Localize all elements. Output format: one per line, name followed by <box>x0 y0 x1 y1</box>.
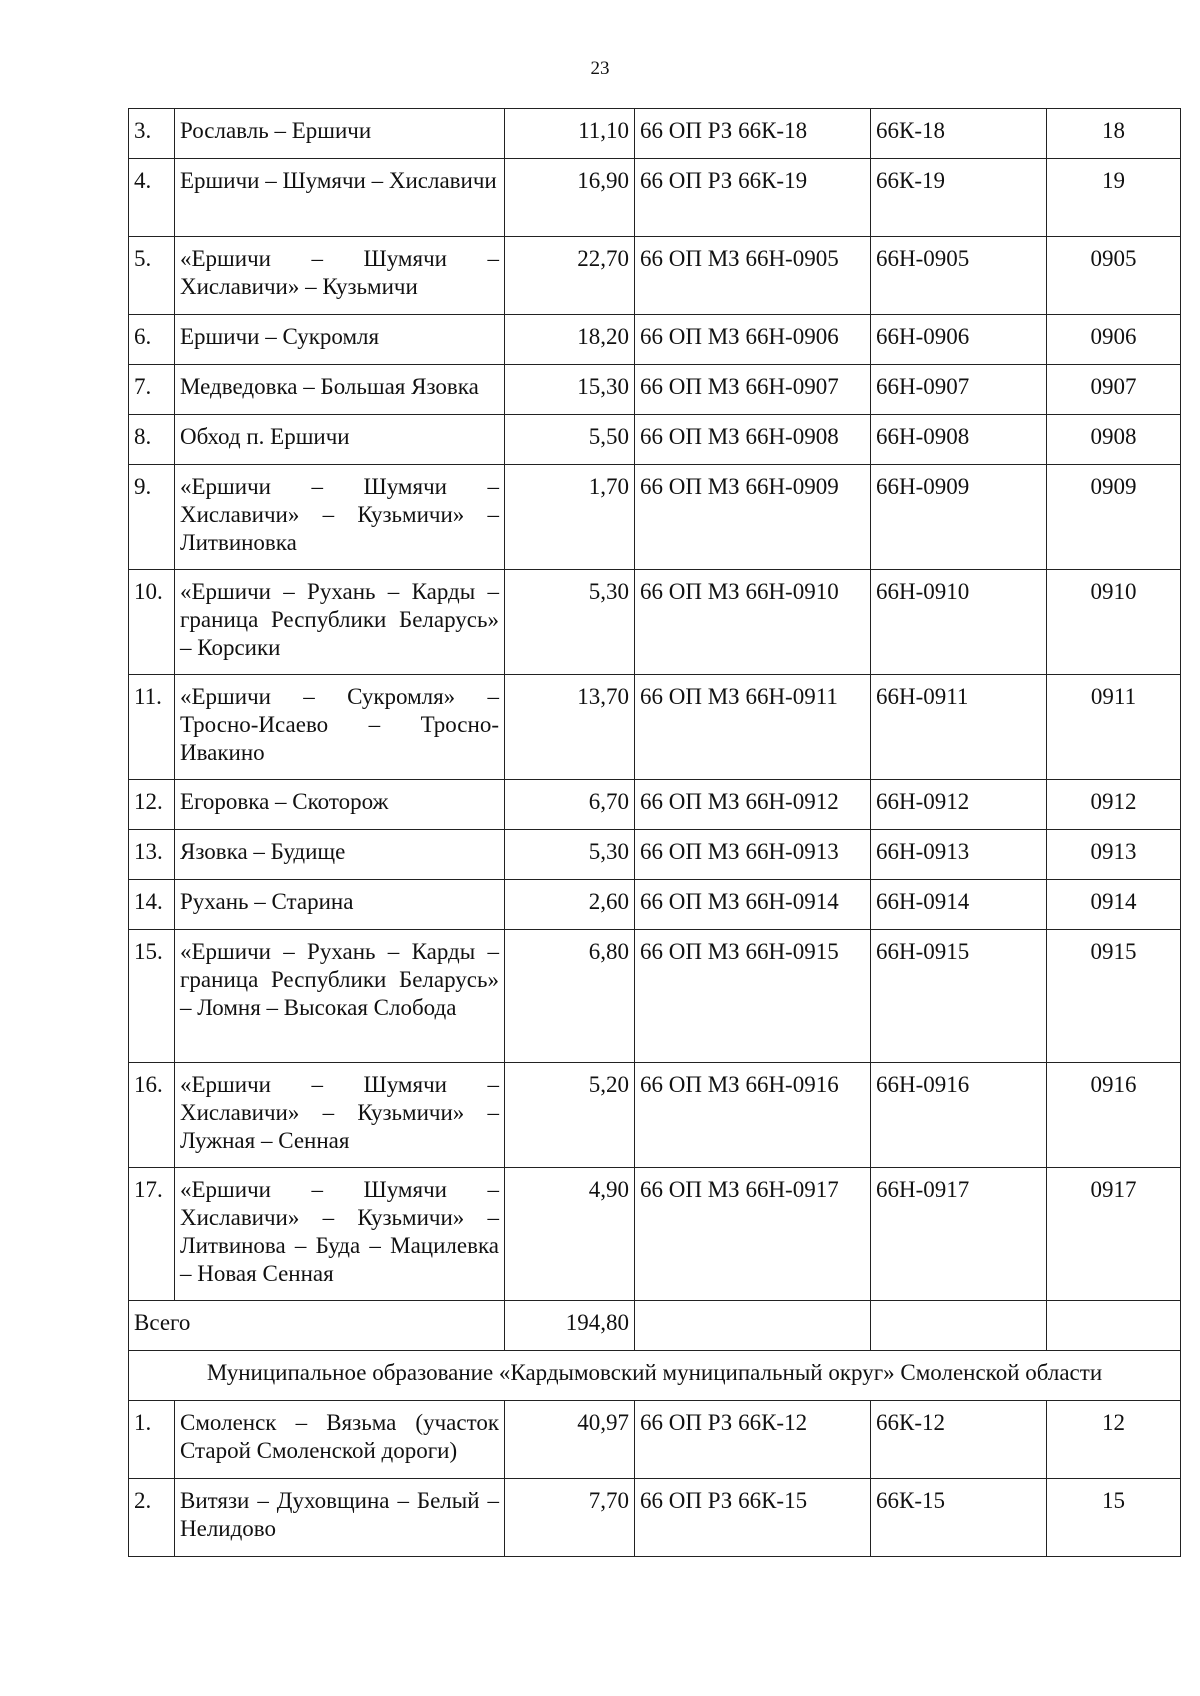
row-number: 17. <box>129 1168 175 1301</box>
road-name: Витязи – Духовщина – Белый – Нелидово <box>175 1479 505 1557</box>
road-registry-number: 66Н-0905 <box>871 237 1047 315</box>
road-registry-number: 66К-18 <box>871 109 1047 159</box>
table-row <box>129 1168 1181 1301</box>
row-number: 9. <box>129 465 175 570</box>
total-empty-cell <box>635 1301 871 1351</box>
road-code: 0907 <box>1047 365 1181 415</box>
road-registry-number: 66Н-0908 <box>871 415 1047 465</box>
road-registry-number: 66Н-0912 <box>871 780 1047 830</box>
roads-table <box>128 108 1181 1557</box>
road-id-number: 66 ОП РЗ 66К-18 <box>635 109 871 159</box>
road-id-number: 66 ОП МЗ 66Н-0907 <box>635 365 871 415</box>
road-length: 18,20 <box>505 315 635 365</box>
road-registry-number: 66Н-0907 <box>871 365 1047 415</box>
road-id-number: 66 ОП МЗ 66Н-0910 <box>635 570 871 675</box>
table-row <box>129 780 1181 830</box>
row-number: 11. <box>129 675 175 780</box>
total-row <box>129 1301 1181 1351</box>
road-code: 0911 <box>1047 675 1181 780</box>
road-length: 5,30 <box>505 830 635 880</box>
road-registry-number: 66Н-0906 <box>871 315 1047 365</box>
table-row <box>129 675 1181 780</box>
road-length: 22,70 <box>505 237 635 315</box>
roads-table-body-a <box>129 109 1181 1301</box>
table-row <box>129 237 1181 315</box>
road-id-number: 66 ОП РЗ 66К-12 <box>635 1401 871 1479</box>
road-code: 0909 <box>1047 465 1181 570</box>
table-row <box>129 830 1181 880</box>
row-number: 13. <box>129 830 175 880</box>
road-length: 7,70 <box>505 1479 635 1557</box>
row-number: 8. <box>129 415 175 465</box>
road-registry-number: 66К-15 <box>871 1479 1047 1557</box>
row-number: 14. <box>129 880 175 930</box>
road-code: 0905 <box>1047 237 1181 315</box>
roads-table-body-b <box>129 1401 1181 1557</box>
road-id-number: 66 ОП МЗ 66Н-0909 <box>635 465 871 570</box>
road-id-number: 66 ОП МЗ 66Н-0916 <box>635 1063 871 1168</box>
road-length: 11,10 <box>505 109 635 159</box>
row-number: 5. <box>129 237 175 315</box>
table-row <box>129 1401 1181 1479</box>
road-registry-number: 66Н-0914 <box>871 880 1047 930</box>
road-id-number: 66 ОП МЗ 66Н-0911 <box>635 675 871 780</box>
road-name: «Ершичи – Рухань – Карды – граница Республики Беларусь» – Ломня – Высокая Слобода <box>175 930 505 1063</box>
table-row <box>129 570 1181 675</box>
road-code: 0913 <box>1047 830 1181 880</box>
row-number: 12. <box>129 780 175 830</box>
road-name: Ершичи – Сукромля <box>175 315 505 365</box>
table-row <box>129 109 1181 159</box>
road-length: 2,60 <box>505 880 635 930</box>
table-row <box>129 1063 1181 1168</box>
road-length: 40,97 <box>505 1401 635 1479</box>
total-label: Всего <box>129 1301 505 1351</box>
road-id-number: 66 ОП МЗ 66Н-0915 <box>635 930 871 1063</box>
road-registry-number: 66Н-0913 <box>871 830 1047 880</box>
road-name: Медведовка – Большая Язовка <box>175 365 505 415</box>
road-name: Рославль – Ершичи <box>175 109 505 159</box>
road-name: «Ершичи – Рухань – Карды – граница Республики Беларусь» – Корсики <box>175 570 505 675</box>
page-number: 23 <box>590 58 610 79</box>
road-registry-number: 66Н-0916 <box>871 1063 1047 1168</box>
table-row <box>129 930 1181 1063</box>
row-number: 16. <box>129 1063 175 1168</box>
table-row <box>129 159 1181 237</box>
row-number: 4. <box>129 159 175 237</box>
row-number: 10. <box>129 570 175 675</box>
road-length: 1,70 <box>505 465 635 570</box>
section-header-row <box>129 1351 1181 1401</box>
road-registry-number: 66К-12 <box>871 1401 1047 1479</box>
row-number: 2. <box>129 1479 175 1557</box>
road-length: 6,80 <box>505 930 635 1063</box>
road-id-number: 66 ОП МЗ 66Н-0914 <box>635 880 871 930</box>
road-registry-number: 66Н-0917 <box>871 1168 1047 1301</box>
road-name: Ершичи – Шумячи – Хиславичи <box>175 159 505 237</box>
road-id-number: 66 ОП МЗ 66Н-0912 <box>635 780 871 830</box>
table-row <box>129 465 1181 570</box>
road-code: 0908 <box>1047 415 1181 465</box>
road-name: Смоленск – Вязьма (участок Старой Смоленской дороги) <box>175 1401 505 1479</box>
road-code: 0915 <box>1047 930 1181 1063</box>
row-number: 6. <box>129 315 175 365</box>
row-number: 15. <box>129 930 175 1063</box>
road-name: «Ершичи – Шумячи – Хиславичи» – Кузьмичи» – Литвинова – Буда – Мацилевка – Новая Сенная <box>175 1168 505 1301</box>
road-id-number: 66 ОП МЗ 66Н-0905 <box>635 237 871 315</box>
road-name: «Ершичи – Шумячи – Хиславичи» – Кузьмичи <box>175 237 505 315</box>
road-name: «Ершичи – Шумячи – Хиславичи» – Кузьмичи» – Литвиновка <box>175 465 505 570</box>
total-empty-cell <box>871 1301 1047 1351</box>
row-number: 1. <box>129 1401 175 1479</box>
road-length: 15,30 <box>505 365 635 415</box>
road-code: 0916 <box>1047 1063 1181 1168</box>
road-id-number: 66 ОП МЗ 66Н-0906 <box>635 315 871 365</box>
road-registry-number: 66Н-0915 <box>871 930 1047 1063</box>
road-code: 15 <box>1047 1479 1181 1557</box>
road-code: 18 <box>1047 109 1181 159</box>
road-length: 5,20 <box>505 1063 635 1168</box>
road-registry-number: 66Н-0910 <box>871 570 1047 675</box>
road-code: 0910 <box>1047 570 1181 675</box>
roads-table-summary <box>129 1301 1181 1401</box>
row-number: 3. <box>129 109 175 159</box>
table-row <box>129 1479 1181 1557</box>
road-name: «Ершичи – Шумячи – Хиславичи» – Кузьмичи» – Лужная – Сенная <box>175 1063 505 1168</box>
road-length: 5,30 <box>505 570 635 675</box>
table-row <box>129 880 1181 930</box>
road-length: 13,70 <box>505 675 635 780</box>
road-id-number: 66 ОП МЗ 66Н-0913 <box>635 830 871 880</box>
road-length: 16,90 <box>505 159 635 237</box>
road-name: Егоровка – Скоторож <box>175 780 505 830</box>
road-code: 0912 <box>1047 780 1181 830</box>
road-code: 0914 <box>1047 880 1181 930</box>
table-row <box>129 415 1181 465</box>
road-registry-number: 66Н-0911 <box>871 675 1047 780</box>
road-registry-number: 66К-19 <box>871 159 1047 237</box>
total-length: 194,80 <box>505 1301 635 1351</box>
road-code: 12 <box>1047 1401 1181 1479</box>
road-code: 19 <box>1047 159 1181 237</box>
section-title: Муниципальное образование «Кардымовский муниципальный округ» Смоленской области <box>129 1351 1181 1401</box>
road-code: 0917 <box>1047 1168 1181 1301</box>
road-length: 5,50 <box>505 415 635 465</box>
row-number: 7. <box>129 365 175 415</box>
road-name: Рухань – Старина <box>175 880 505 930</box>
road-name: Язовка – Будище <box>175 830 505 880</box>
road-code: 0906 <box>1047 315 1181 365</box>
road-id-number: 66 ОП РЗ 66К-15 <box>635 1479 871 1557</box>
table-row <box>129 365 1181 415</box>
road-id-number: 66 ОП МЗ 66Н-0917 <box>635 1168 871 1301</box>
road-name: Обход п. Ершичи <box>175 415 505 465</box>
road-id-number: 66 ОП МЗ 66Н-0908 <box>635 415 871 465</box>
road-length: 4,90 <box>505 1168 635 1301</box>
road-name: «Ершичи – Сукромля» – Тросно-Исаево – Тросно-Ивакино <box>175 675 505 780</box>
road-length: 6,70 <box>505 780 635 830</box>
total-empty-cell <box>1047 1301 1181 1351</box>
road-registry-number: 66Н-0909 <box>871 465 1047 570</box>
table-row <box>129 315 1181 365</box>
road-id-number: 66 ОП РЗ 66К-19 <box>635 159 871 237</box>
